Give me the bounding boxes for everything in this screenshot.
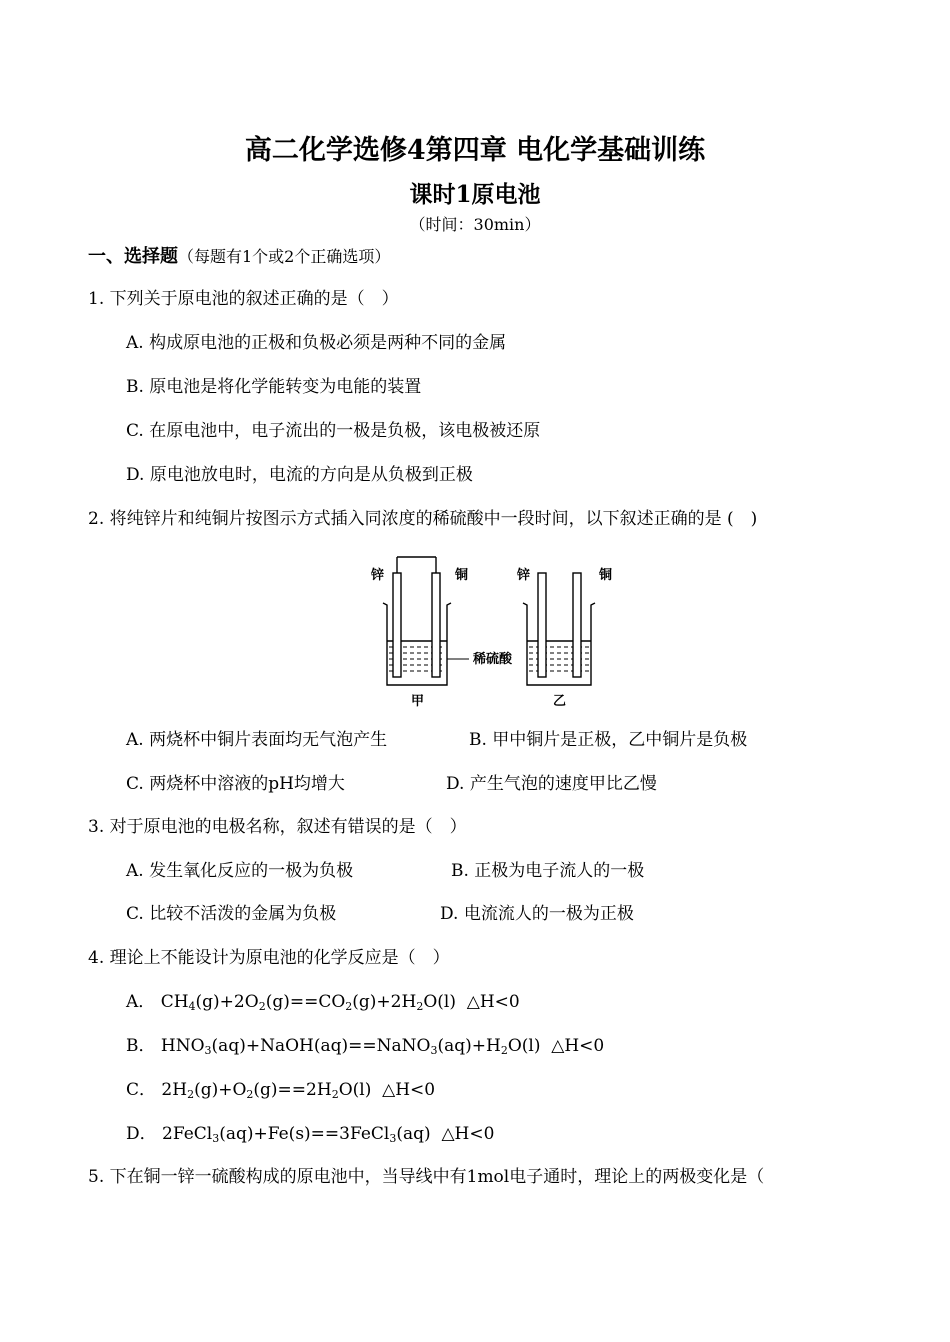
q3-option-a: A. 发生氧化反应的一极为负极 [126, 861, 354, 881]
q4-option-b-enthalpy: △H<0 [551, 1036, 605, 1056]
q4-option-c-enthalpy: △H<0 [382, 1080, 436, 1100]
label-beaker-yi: 乙 [553, 694, 567, 709]
question-3: 3. 对于原电池的电极名称，叙述有错误的是（ ） [88, 817, 467, 837]
question-4: 4. 理论上不能设计为原电池的化学反应是（ ） [88, 948, 450, 968]
section-title: 一、选择题 [88, 246, 178, 267]
section-note: （每题有1个或2个正确选项） [178, 247, 391, 266]
q4-option-d-enthalpy: △H<0 [441, 1124, 495, 1144]
section-heading [88, 245, 390, 269]
beaker-diagram [365, 555, 625, 715]
q4-option-c-equation: $2H_2(g)+O_2(g)==2H_2O(l)$ [161, 1080, 372, 1101]
q4-option-b-equation: $HNO_3(aq)+NaOH(aq)==NaNO_3(aq)+H_2O(l)$ [160, 1036, 541, 1057]
label-dilute-acid: 稀硫酸 [473, 652, 513, 667]
q4-option-a-prefix: A． [126, 992, 156, 1012]
q4-option-a-equation: $CH_4(g)+2O_2(g)==CO_2(g)+2H_2O(l)$ [160, 992, 456, 1013]
q4-option-a [126, 990, 520, 1014]
time-note: （时间：30min） [409, 215, 541, 234]
label-copper-yi: 铜 [599, 568, 613, 583]
q3-option-d: D. 电流流人的一极为正极 [440, 904, 634, 924]
label-copper-jia: 铜 [455, 568, 469, 583]
q2-option-b: B. 甲中铜片是正极，乙中铜片是负极 [469, 730, 748, 750]
label-zinc-yi: 锌 [517, 568, 531, 583]
q4-option-d-prefix: D． [126, 1124, 157, 1144]
q1-option-c: C. 在原电池中，电子流出的一极是负极，该电极被还原 [126, 421, 541, 441]
page-title: 高二化学选修4第四章 电化学基础训练 [244, 135, 706, 166]
q4-option-c-prefix: C． [126, 1080, 157, 1100]
q4-option-c [126, 1078, 435, 1102]
q3-option-c: C. 比较不活泼的金属为负极 [126, 904, 337, 924]
q1-option-d: D. 原电池放电时，电流的方向是从负极到正极 [126, 465, 473, 485]
q4-option-b [126, 1034, 604, 1058]
q4-option-d-equation: 2FeCl$_3$(aq)+Fe(s)==3FeCl$_3$(aq) [162, 1124, 431, 1145]
q4-option-a-enthalpy: △H<0 [466, 992, 520, 1012]
q3-option-b: B. 正极为电子流人的一极 [451, 861, 645, 881]
label-beaker-jia: 甲 [411, 694, 425, 709]
q1-option-a: A. 构成原电池的正极和负极必须是两种不同的金属 [126, 333, 507, 353]
question-1: 1. 下列关于原电池的叙述正确的是（ ） [88, 289, 399, 309]
q2-option-a: A. 两烧杯中铜片表面均无气泡产生 [126, 730, 388, 750]
q4-option-d [126, 1122, 494, 1146]
label-zinc-jia: 锌 [371, 568, 385, 583]
lesson-subtitle: 课时1原电池 [409, 181, 541, 208]
q2-option-d: D. 产生气泡的速度甲比乙慢 [446, 774, 657, 794]
question-2: 2. 将纯锌片和纯铜片按图示方式插入同浓度的稀硫酸中一段时间，以下叙述正确的是 ( ) [88, 509, 758, 529]
q4-option-b-prefix: B． [126, 1036, 156, 1056]
question-5: 5. 下在铜一锌一硫酸构成的原电池中，当导线中有1mol电子通时，理论上的两极变化是（ [88, 1167, 765, 1187]
q1-option-b: B. 原电池是将化学能转变为电能的装置 [126, 377, 422, 397]
q2-option-c: C. 两烧杯中溶液的pH均增大 [126, 774, 345, 794]
